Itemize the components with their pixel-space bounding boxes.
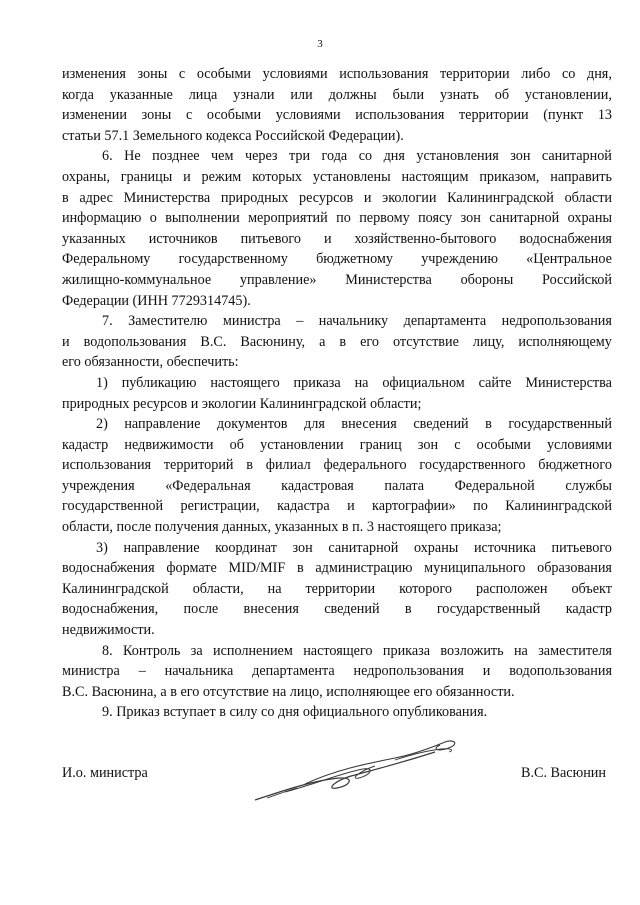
- text-word: узнать: [439, 86, 479, 103]
- text-word: государственный: [508, 416, 612, 433]
- text-word: в: [485, 416, 492, 433]
- text-word: когда: [62, 86, 94, 103]
- text-word: внесения: [341, 416, 397, 433]
- subitem-1-first-line: [62, 373, 612, 394]
- text-line: [62, 188, 612, 209]
- text-word: с: [454, 436, 461, 453]
- text-word: по: [473, 498, 488, 515]
- text-line: [62, 64, 612, 85]
- text-word: исполнением: [213, 642, 293, 659]
- text-word: кадастр: [565, 601, 612, 618]
- text-word: министра: [222, 313, 281, 330]
- text-word: границ: [359, 436, 402, 453]
- text-word: Заместителю: [128, 313, 208, 330]
- text-word: на: [354, 374, 369, 391]
- text-word: начальнику: [318, 313, 389, 330]
- text-line: [62, 455, 612, 476]
- text-word: учреждения: [62, 477, 135, 494]
- text-word: его: [360, 333, 379, 350]
- text-line: [62, 208, 612, 229]
- text-word: 13: [597, 107, 612, 124]
- text-word: жилищно-коммунальное: [62, 271, 212, 288]
- text-word: и: [183, 168, 191, 185]
- signatory-title: И.о. министра: [62, 765, 148, 781]
- text-word: отсутствие: [392, 333, 459, 350]
- text-word: статьи 57.1 Земельного кодекса Российской Федерации).: [62, 127, 404, 144]
- text-line: [62, 661, 612, 682]
- text-word: в: [404, 601, 412, 618]
- text-line: [62, 435, 612, 456]
- text-word: особыми: [206, 107, 262, 124]
- text-word: 7.: [102, 313, 113, 330]
- text-word: ресурсов: [299, 189, 354, 206]
- text-word: либо: [521, 66, 551, 82]
- text-word: формате: [166, 560, 217, 577]
- text-word: или: [290, 86, 313, 103]
- text-word: с: [178, 66, 186, 82]
- text-word: узнали: [233, 86, 275, 103]
- text-word: Калининградской: [447, 189, 554, 206]
- text-word: «Центральное: [526, 251, 612, 268]
- document-body: [62, 64, 612, 723]
- paragraph-8-first-line: [62, 641, 612, 662]
- text-word: кадастра: [277, 498, 330, 515]
- text-word: с: [185, 107, 193, 124]
- text-word: внесения: [243, 601, 299, 618]
- text-word: Калининградской: [62, 580, 169, 597]
- text-word: о: [149, 210, 157, 227]
- text-word: после: [183, 601, 219, 618]
- text-line: [62, 558, 612, 579]
- text-word: области,: [192, 580, 244, 597]
- text-line: [62, 517, 612, 538]
- text-word: в: [62, 189, 69, 206]
- text-word: зон: [417, 436, 439, 453]
- text-word: были: [392, 86, 425, 103]
- text-word: –: [296, 313, 304, 330]
- text-word: и: [363, 189, 372, 206]
- text-word: его обязанности, обеспечить:: [62, 354, 239, 371]
- text-word: 3): [96, 539, 108, 556]
- text-word: приказом,: [479, 168, 540, 185]
- text-word: условиями: [275, 107, 341, 124]
- paragraph-6-first-line: [62, 146, 612, 167]
- text-word: поясу: [418, 210, 453, 227]
- text-word: Федеральному: [62, 251, 151, 268]
- text-line: [62, 270, 612, 291]
- text-word: зоны: [137, 66, 168, 82]
- text-word: приказа: [293, 374, 341, 391]
- text-word: приказа: [382, 642, 431, 659]
- text-word: водоснабжения,: [62, 601, 159, 618]
- text-word: и: [62, 333, 70, 350]
- text-line: [62, 620, 612, 641]
- text-word: охраны: [413, 539, 459, 556]
- text-word: лица: [188, 86, 218, 103]
- text-word: охраны: [567, 210, 612, 227]
- handwritten-signature: [245, 720, 475, 820]
- text-word: которых: [252, 168, 303, 185]
- text-word: через: [244, 148, 278, 165]
- text-word: образования: [537, 560, 612, 577]
- text-word: учреждению: [421, 251, 498, 268]
- text-word: департамента: [403, 313, 487, 330]
- text-word: Контроль: [123, 642, 181, 659]
- text-word: государственного: [419, 457, 526, 474]
- text-word: позднее: [152, 148, 200, 165]
- text-word: Министерства: [525, 374, 612, 391]
- text-line: [62, 167, 612, 188]
- text-word: водопользования: [509, 663, 612, 680]
- text-word: государственный: [436, 601, 541, 618]
- text-word: департамента: [252, 663, 335, 680]
- text-word: информацию: [62, 210, 142, 227]
- text-line: [62, 682, 612, 703]
- text-word: лицу,: [472, 333, 505, 350]
- text-word: заместителя: [538, 642, 612, 659]
- text-word: года: [321, 148, 348, 165]
- text-word: бюджетному: [316, 251, 394, 268]
- text-word: картографии»: [372, 498, 456, 515]
- signatory-name: В.С. Васюнин: [520, 765, 606, 781]
- text-word: службы: [565, 477, 612, 494]
- text-word: палата: [384, 477, 425, 494]
- text-word: MID/MIF: [228, 560, 286, 577]
- text-word: адрес: [79, 189, 113, 206]
- text-word: управление»: [239, 271, 317, 288]
- text-line: [62, 85, 612, 106]
- text-line: [62, 394, 612, 415]
- text-word: области, после получения данных, указанных в п. 3 настоящего приказа;: [62, 519, 502, 536]
- text-word: территории: [305, 580, 376, 597]
- text-word: установлены: [312, 168, 391, 185]
- text-word: Министерства: [123, 189, 211, 206]
- text-word: кадастровая: [281, 477, 354, 494]
- text-word: Федерации (ИНН 7729314745).: [62, 292, 251, 309]
- text-word: санитарной: [541, 148, 612, 165]
- text-word: изменения: [62, 66, 126, 82]
- text-word: официальном: [382, 374, 465, 391]
- text-word: государственному: [178, 251, 288, 268]
- page-number: 3: [317, 38, 323, 50]
- text-word: сведений: [324, 601, 380, 618]
- text-word: сайте: [478, 374, 512, 391]
- text-word: границы: [120, 168, 173, 185]
- text-word: 1): [96, 374, 108, 391]
- text-word: территории: [458, 107, 529, 124]
- text-word: государственной: [62, 498, 164, 515]
- text-word: направить: [550, 168, 612, 185]
- text-word: 2): [96, 416, 108, 433]
- text-word: «Федеральная: [165, 477, 251, 494]
- text-word: настоящим: [401, 168, 469, 185]
- text-word: зон: [292, 539, 313, 556]
- text-word: санитарной: [489, 210, 560, 227]
- text-word: со: [561, 66, 576, 82]
- text-word: зон: [510, 148, 531, 165]
- text-word: муниципального: [424, 560, 526, 577]
- text-word: на: [513, 642, 528, 659]
- text-word: выполнении: [165, 210, 240, 227]
- text-line: [62, 599, 612, 620]
- text-word: водоснабжения: [62, 560, 155, 577]
- text-line: [62, 291, 612, 312]
- text-word: режим: [201, 168, 242, 185]
- text-line: [62, 352, 612, 373]
- text-word: установления: [416, 148, 499, 165]
- text-word: (пункт: [543, 107, 584, 124]
- text-word: об: [494, 86, 510, 103]
- text-word: обороны: [460, 271, 514, 288]
- text-word: документов: [216, 416, 288, 433]
- text-line: [62, 332, 612, 353]
- text-word: сведений: [413, 416, 469, 433]
- text-word: об: [229, 436, 244, 453]
- text-word: со: [358, 148, 373, 165]
- paragraph-7-first-line: [62, 311, 612, 332]
- text-line: [62, 229, 612, 250]
- text-word: В.С.: [200, 333, 227, 350]
- text-word: недропользования: [501, 313, 612, 330]
- text-word: Калининградской: [505, 498, 612, 515]
- text-word: указанные: [109, 86, 173, 103]
- text-word: три: [289, 148, 311, 165]
- text-word: координат: [215, 539, 277, 556]
- text-word: территории: [439, 66, 510, 82]
- text-word: которого: [399, 580, 453, 597]
- text-word: настоящего: [210, 374, 280, 391]
- text-word: филиал: [265, 457, 311, 474]
- text-word: источников: [148, 230, 218, 247]
- text-word: недропользования: [353, 663, 464, 680]
- text-word: для: [304, 416, 325, 433]
- text-word: изменении: [62, 107, 127, 124]
- text-word: на: [267, 580, 282, 597]
- text-word: питьевого: [551, 539, 612, 556]
- text-word: –: [138, 663, 146, 680]
- text-word: области: [564, 189, 612, 206]
- text-word: исполняющему: [518, 333, 612, 350]
- text-word: использования: [355, 107, 445, 124]
- text-word: зон: [460, 210, 481, 227]
- text-word: дня,: [586, 66, 612, 82]
- text-word: направление: [124, 416, 201, 433]
- text-word: Васюнину,: [240, 333, 306, 350]
- text-word: по: [336, 210, 351, 227]
- text-word: чем: [211, 148, 234, 165]
- text-word: недвижимости.: [62, 622, 155, 639]
- text-word: объект: [571, 580, 612, 597]
- text-word: настоящего: [303, 642, 373, 659]
- text-word: кадастр: [62, 436, 109, 453]
- text-word: Российской: [542, 271, 612, 288]
- text-word: расположен: [475, 580, 548, 597]
- text-word: в: [339, 333, 347, 350]
- text-word: охраны,: [62, 168, 110, 185]
- text-line: [62, 579, 612, 600]
- text-line: [62, 249, 612, 270]
- text-word: 9. Приказ вступает в силу со дня официального опубликования.: [102, 704, 488, 721]
- text-line: [62, 126, 612, 147]
- text-word: 6.: [102, 148, 113, 165]
- text-word: бюджетного: [538, 457, 612, 474]
- text-word: условиями: [546, 436, 612, 453]
- text-word: 8.: [102, 642, 113, 659]
- text-word: недвижимости: [124, 436, 214, 453]
- text-word: направление: [123, 539, 200, 556]
- text-word: министра: [62, 663, 120, 680]
- text-word: использования: [339, 66, 429, 82]
- text-word: водоснабжения: [519, 230, 612, 247]
- text-word: санитарной: [328, 539, 399, 556]
- text-word: зоны: [141, 107, 172, 124]
- text-word: и: [482, 663, 491, 680]
- text-word: экологии: [382, 189, 437, 206]
- text-line: [62, 496, 612, 517]
- text-word: регистрации,: [180, 498, 260, 515]
- text-word: В.С. Васюнина, а в его отсутствие на лицо, исполняющее его обязанности.: [62, 683, 515, 700]
- text-word: условиями: [262, 66, 328, 82]
- text-word: в: [296, 560, 304, 577]
- text-word: указанных: [62, 230, 126, 247]
- text-word: природных: [220, 189, 289, 206]
- text-word: должны: [328, 86, 377, 103]
- text-word: возложить: [440, 642, 504, 659]
- text-word: и: [323, 230, 332, 247]
- text-word: источника: [473, 539, 536, 556]
- subitem-3-first-line: [62, 538, 612, 559]
- text-word: а: [319, 333, 326, 350]
- text-word: администрацию: [315, 560, 413, 577]
- text-word: особыми: [476, 436, 531, 453]
- text-word: территорий: [163, 457, 234, 474]
- subitem-2-first-line: [62, 414, 612, 435]
- text-line: [62, 105, 612, 126]
- text-word: Не: [124, 148, 141, 165]
- text-word: водопользования: [83, 333, 187, 350]
- text-word: федерального: [323, 457, 407, 474]
- text-word: питьевого: [240, 230, 301, 247]
- text-word: в: [246, 457, 253, 474]
- text-word: хозяйственно-бытового: [354, 230, 497, 247]
- text-word: Министерства: [345, 271, 432, 288]
- text-word: использования: [62, 457, 152, 474]
- text-word: дня: [383, 148, 405, 165]
- text-line: [62, 476, 612, 497]
- text-word: Федеральной: [454, 477, 535, 494]
- text-word: начальника: [164, 663, 234, 680]
- text-word: первому: [359, 210, 410, 227]
- text-word: публикацию: [121, 374, 197, 391]
- text-word: установлении: [260, 436, 344, 453]
- text-word: особыми: [196, 66, 252, 82]
- text-word: природных ресурсов и экологии Калининградской области;: [62, 395, 422, 412]
- text-word: мероприятий: [248, 210, 328, 227]
- text-word: и: [347, 498, 355, 515]
- text-word: установлении,: [524, 86, 612, 103]
- text-word: за: [190, 642, 203, 659]
